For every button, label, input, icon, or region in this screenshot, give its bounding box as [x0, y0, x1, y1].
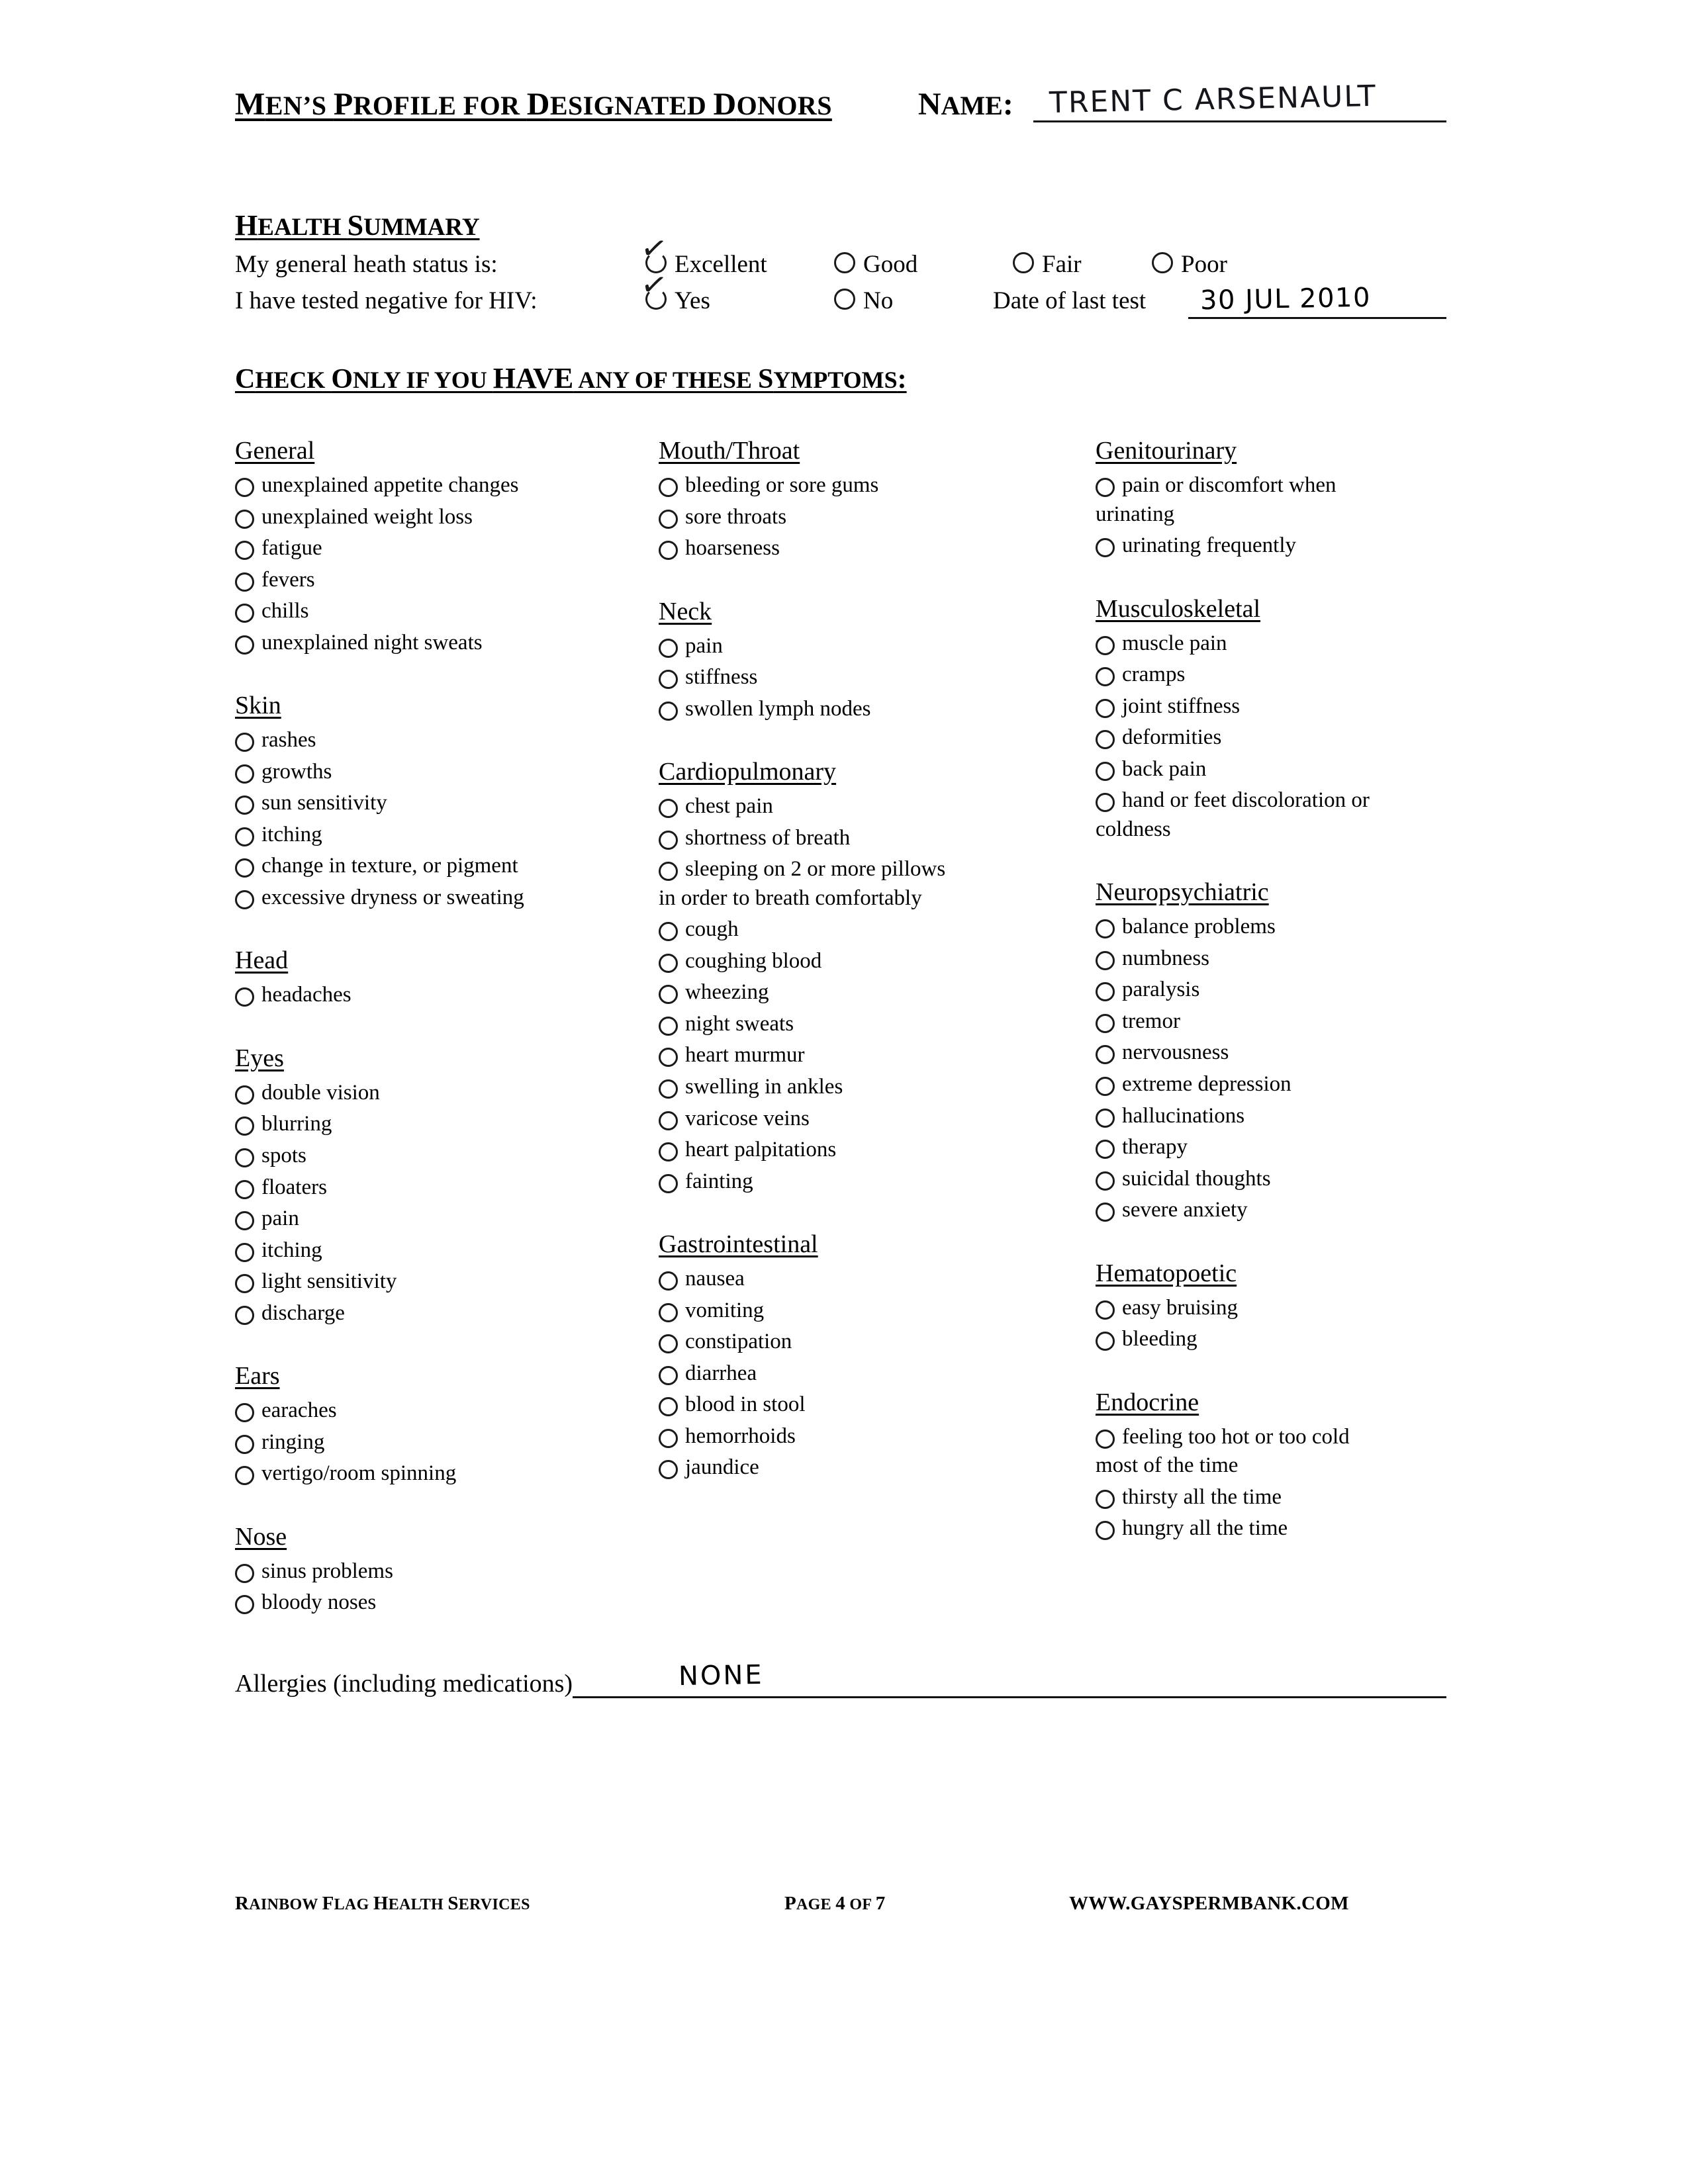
- checkbox-bubble-icon[interactable]: [235, 1211, 254, 1230]
- category-hematopoetic: Hematopoetic: [1096, 1259, 1237, 1287]
- symptom-item[interactable]: [235, 471, 659, 501]
- symptom-item[interactable]: [659, 915, 1096, 945]
- symptom-label: deformities: [1122, 725, 1222, 750]
- category-head: Head: [235, 946, 289, 975]
- symptom-item[interactable]: [235, 788, 659, 819]
- checkbox-bubble-icon[interactable]: [1096, 1045, 1115, 1064]
- checkbox-bubble-icon[interactable]: [1096, 762, 1115, 781]
- symptom-item[interactable]: [659, 946, 1096, 977]
- checkbox-bubble-icon[interactable]: [659, 1271, 678, 1291]
- checkbox-bubble-icon[interactable]: [1096, 1430, 1115, 1449]
- symptom-item[interactable]: [659, 1104, 1096, 1134]
- hiv-test-label: I have tested negative for HIV:: [235, 287, 538, 314]
- footer-website: WWW.GAYSPERMBANK.COM: [1069, 1893, 1349, 1914]
- symptom-label: suicidal thoughts: [1122, 1166, 1271, 1191]
- category-cardiopulmonary: Cardiopulmonary: [659, 758, 837, 786]
- symptom-label: hand or feet discoloration or: [1122, 788, 1370, 813]
- category-endocrine: Endocrine: [1096, 1388, 1199, 1416]
- symptom-label: vertigo/room spinning: [261, 1461, 457, 1486]
- symptom-label: nervousness: [1122, 1040, 1229, 1065]
- checkbox-bubble-icon[interactable]: [235, 1435, 254, 1454]
- symptom-label: numbness: [1122, 946, 1209, 970]
- symptom-item[interactable]: [1096, 944, 1446, 974]
- symptom-label: heart palpitations: [685, 1138, 837, 1162]
- symptom-label: swelling in ankles: [685, 1074, 843, 1099]
- symptom-item[interactable]: [659, 662, 1096, 693]
- symptom-item[interactable]: [1096, 1293, 1446, 1324]
- radio-bubble-icon[interactable]: [645, 289, 667, 310]
- option-fair-label: Fair: [1042, 251, 1082, 278]
- symptom-item[interactable]: [235, 1396, 659, 1426]
- symptom-item[interactable]: [235, 1557, 659, 1587]
- symptom-item[interactable]: [1096, 660, 1446, 690]
- symptom-label: itching: [261, 1238, 322, 1262]
- last-test-date-field[interactable]: [1188, 282, 1446, 319]
- checkbox-bubble-icon[interactable]: [659, 831, 678, 850]
- category-general: General: [235, 437, 315, 465]
- last-test-date-handwritten-value: 30 JUL 2010: [1199, 282, 1372, 316]
- category-ears: Ears: [235, 1362, 280, 1390]
- symptom-item[interactable]: [659, 1390, 1096, 1420]
- symptom-instruction: CHECK ONLY IF YOU HAVE ANY OF THESE SYMPTOMS:: [235, 362, 907, 394]
- general-health-row: [235, 228, 1446, 279]
- symptom-label: change in texture, or pigment: [261, 854, 518, 878]
- checkbox-bubble-icon[interactable]: [659, 639, 678, 658]
- symptom-label: rashes: [261, 728, 316, 752]
- category-skin: Skin: [235, 692, 281, 720]
- checkmark-icon: ✓: [638, 265, 671, 304]
- option-excellent[interactable]: [638, 228, 767, 279]
- checkbox-bubble-icon[interactable]: [659, 510, 678, 529]
- symptom-label: hungry all the time: [1122, 1516, 1288, 1541]
- checkbox-bubble-icon[interactable]: [1096, 1332, 1115, 1351]
- checkbox-bubble-icon[interactable]: [1096, 478, 1115, 497]
- option-excellent-label: Excellent: [675, 251, 767, 278]
- checkbox-bubble-icon[interactable]: [1096, 699, 1115, 718]
- checkbox-bubble-icon[interactable]: [235, 764, 254, 784]
- general-health-label: My general heath status is:: [235, 251, 498, 278]
- symptom-item[interactable]: [1096, 1422, 1446, 1453]
- checkbox-bubble-icon[interactable]: [659, 1366, 678, 1385]
- checkbox-bubble-icon[interactable]: [235, 1466, 254, 1485]
- symptom-column-3: [1096, 436, 1446, 1545]
- symptom-label: growths: [261, 759, 332, 784]
- radio-bubble-icon[interactable]: [834, 289, 855, 310]
- option-yes-label: Yes: [675, 287, 710, 314]
- symptom-item[interactable]: [659, 502, 1096, 533]
- category-neuropsychiatric: Neuropsychiatric: [1096, 878, 1269, 907]
- symptom-item[interactable]: [235, 980, 659, 1011]
- symptom-item[interactable]: [659, 978, 1096, 1008]
- checkbox-bubble-icon[interactable]: [1096, 636, 1115, 655]
- checkbox-bubble-icon[interactable]: [1096, 730, 1115, 749]
- option-yes[interactable]: [638, 265, 710, 315]
- checkbox-bubble-icon[interactable]: [659, 862, 678, 881]
- symptom-item[interactable]: [1096, 1482, 1446, 1513]
- symptom-item[interactable]: [1096, 692, 1446, 722]
- checkbox-bubble-icon[interactable]: [1096, 667, 1115, 686]
- symptom-item[interactable]: [235, 820, 659, 850]
- hiv-test-row: [235, 265, 1446, 316]
- form-header: [235, 63, 1446, 122]
- symptom-label: coughing blood: [685, 948, 822, 973]
- symptom-label: nausea: [685, 1267, 745, 1291]
- checkbox-bubble-icon[interactable]: [235, 604, 254, 623]
- symptom-label: extreme depression: [1122, 1071, 1291, 1096]
- symptom-label: blood in stool: [685, 1392, 806, 1417]
- symptom-label: stiffness: [685, 665, 758, 690]
- category-musculoskeletal: Musculoskeletal: [1096, 594, 1261, 623]
- symptom-label: swollen lymph nodes: [685, 696, 871, 721]
- symptom-item[interactable]: [235, 1588, 659, 1618]
- symptom-item[interactable]: [659, 1296, 1096, 1326]
- symptom-item[interactable]: [1096, 754, 1446, 785]
- symptom-column-2: [659, 436, 1096, 1484]
- category-neck: Neck: [659, 597, 712, 625]
- symptom-item[interactable]: [235, 1298, 659, 1329]
- symptom-item[interactable]: [659, 1422, 1096, 1452]
- symptom-label: unexplained weight loss: [261, 504, 473, 529]
- symptom-label: cough: [685, 917, 739, 942]
- symptom-label: bleeding: [1122, 1327, 1197, 1351]
- symptom-label: heart murmur: [685, 1043, 805, 1068]
- checkbox-bubble-icon[interactable]: [659, 954, 678, 973]
- symptom-label: hallucinations: [1122, 1103, 1245, 1128]
- checkbox-bubble-icon[interactable]: [1096, 1140, 1115, 1159]
- symptom-column-1: [235, 436, 659, 1619]
- checkbox-bubble-icon[interactable]: [659, 541, 678, 560]
- symptom-label: thirsty all the time: [1122, 1484, 1282, 1509]
- option-no-label: No: [863, 287, 894, 314]
- checkbox-bubble-icon[interactable]: [1096, 793, 1115, 812]
- symptom-label: paralysis: [1122, 978, 1200, 1002]
- symptom-item[interactable]: [1096, 1195, 1446, 1226]
- radio-bubble-icon[interactable]: [1152, 252, 1173, 273]
- symptom-item[interactable]: [1096, 786, 1446, 816]
- option-fair[interactable]: [1013, 250, 1082, 279]
- symptom-item[interactable]: [659, 1453, 1096, 1483]
- checkbox-bubble-icon[interactable]: [659, 1017, 678, 1036]
- checkbox-bubble-icon[interactable]: [1096, 982, 1115, 1001]
- category-gastrointestinal: Gastrointestinal: [659, 1230, 818, 1259]
- symptom-label: back pain: [1122, 756, 1207, 781]
- symptom-label: vomiting: [685, 1298, 765, 1322]
- symptom-item[interactable]: [235, 596, 659, 627]
- category-genitourinary: Genitourinary: [1096, 437, 1237, 465]
- symptom-label: sleeping on 2 or more pillows: [685, 857, 946, 882]
- checkbox-bubble-icon[interactable]: [235, 890, 254, 909]
- symptom-item[interactable]: [235, 628, 659, 659]
- name-handwritten-value: TRENT C ARSENAULT: [1049, 79, 1378, 120]
- checkmark-icon: ✓: [638, 228, 671, 268]
- checkbox-bubble-icon[interactable]: [235, 827, 254, 846]
- allergies-field[interactable]: [573, 1659, 1446, 1698]
- symptom-label: blurring: [261, 1112, 332, 1136]
- symptom-item[interactable]: [1096, 629, 1446, 659]
- symptom-item[interactable]: [659, 1167, 1096, 1197]
- allergies-row: [235, 1659, 1446, 1698]
- radio-bubble-icon[interactable]: [1013, 252, 1034, 273]
- symptom-item[interactable]: [659, 1009, 1096, 1040]
- checkbox-bubble-icon[interactable]: [1096, 1521, 1115, 1540]
- category-eyes: Eyes: [235, 1044, 284, 1072]
- checkbox-bubble-icon[interactable]: [1096, 951, 1115, 970]
- symptom-label: bloody noses: [261, 1590, 377, 1615]
- symptom-item[interactable]: [659, 1327, 1096, 1357]
- symptom-label: shortness of breath: [685, 825, 851, 850]
- symptom-item[interactable]: [235, 565, 659, 596]
- form-sheet: [235, 63, 1446, 1698]
- checkbox-bubble-icon[interactable]: [1096, 1077, 1115, 1096]
- symptom-label: light sensitivity: [261, 1269, 397, 1294]
- checkbox-bubble-icon[interactable]: [235, 1306, 254, 1325]
- symptom-label: sinus problems: [261, 1559, 393, 1583]
- symptom-continuation: most of the time: [1096, 1453, 1239, 1478]
- checkbox-bubble-icon[interactable]: [235, 1243, 254, 1262]
- symptom-item[interactable]: [1096, 1324, 1446, 1355]
- checkbox-bubble-icon[interactable]: [235, 541, 254, 560]
- symptom-item[interactable]: [235, 533, 659, 564]
- symptom-item[interactable]: [659, 1135, 1096, 1165]
- checkbox-bubble-icon[interactable]: [659, 670, 678, 689]
- option-good-label: Good: [863, 251, 918, 278]
- symptom-label: chest pain: [685, 794, 773, 819]
- symptom-label: double vision: [261, 1080, 380, 1105]
- symptom-label: unexplained night sweats: [261, 630, 483, 655]
- symptom-label: earaches: [261, 1398, 337, 1423]
- checkbox-bubble-icon[interactable]: [659, 1303, 678, 1322]
- checkbox-bubble-icon[interactable]: [235, 1148, 254, 1167]
- health-summary-heading: HEALTH SUMMARY: [235, 209, 480, 242]
- footer-page-number: PAGE 4 OF 7: [784, 1893, 886, 1914]
- symptom-item[interactable]: [235, 1459, 659, 1489]
- symptom-item[interactable]: [1096, 531, 1446, 561]
- symptom-item[interactable]: [1096, 912, 1446, 942]
- radio-bubble-icon[interactable]: [834, 252, 855, 273]
- symptom-label: headaches: [261, 983, 352, 1007]
- symptom-label: itching: [261, 822, 322, 846]
- symptom-item[interactable]: [1096, 723, 1446, 753]
- symptom-item[interactable]: [235, 1078, 659, 1109]
- symptom-label: tremor: [1122, 1009, 1180, 1033]
- option-good[interactable]: [834, 250, 917, 279]
- checkbox-bubble-icon[interactable]: [1096, 1171, 1115, 1191]
- name-label: NAME:: [917, 87, 1013, 122]
- symptom-label: wheezing: [685, 980, 769, 1005]
- symptom-continuation: in order to breath comfortably: [659, 886, 922, 910]
- checkbox-bubble-icon[interactable]: [235, 478, 254, 497]
- symptom-label: pain: [685, 633, 723, 658]
- symptom-item[interactable]: [659, 1072, 1096, 1103]
- allergies-label: Allergies (including medications): [235, 1669, 573, 1698]
- checkbox-bubble-icon[interactable]: [659, 985, 678, 1004]
- symptom-item[interactable]: [659, 792, 1096, 822]
- symptom-label: sun sensitivity: [261, 791, 387, 815]
- checkbox-bubble-icon[interactable]: [659, 702, 678, 721]
- checkbox-bubble-icon[interactable]: [659, 1142, 678, 1161]
- checkbox-bubble-icon[interactable]: [235, 1274, 254, 1293]
- checkbox-bubble-icon[interactable]: [235, 733, 254, 752]
- symptom-item[interactable]: [235, 1173, 659, 1203]
- symptom-item[interactable]: [235, 1141, 659, 1171]
- checkbox-bubble-icon[interactable]: [235, 987, 254, 1007]
- symptom-label: discharge: [261, 1300, 345, 1325]
- symptom-label: fevers: [261, 567, 315, 592]
- symptom-item[interactable]: [235, 1428, 659, 1458]
- symptom-item[interactable]: [235, 757, 659, 788]
- checkbox-bubble-icon[interactable]: [1096, 1300, 1115, 1320]
- symptom-label: muscle pain: [1122, 631, 1227, 655]
- checkbox-bubble-icon[interactable]: [235, 796, 254, 815]
- symptom-label: ringing: [261, 1430, 325, 1454]
- checkbox-bubble-icon[interactable]: [1096, 538, 1115, 557]
- checkbox-bubble-icon[interactable]: [659, 1079, 678, 1099]
- symptom-item[interactable]: [1096, 975, 1446, 1005]
- symptom-item[interactable]: [659, 631, 1096, 662]
- symptom-item[interactable]: [235, 725, 659, 756]
- symptom-columns: [235, 436, 1446, 1619]
- symptom-label: hoarseness: [685, 536, 780, 561]
- symptom-label: night sweats: [685, 1011, 794, 1036]
- checkbox-bubble-icon[interactable]: [659, 1397, 678, 1416]
- checkbox-bubble-icon[interactable]: [1096, 1014, 1115, 1033]
- symptom-label: unexplained appetite changes: [261, 473, 519, 497]
- checkbox-bubble-icon[interactable]: [659, 1460, 678, 1479]
- checkbox-bubble-icon[interactable]: [235, 1403, 254, 1422]
- symptom-item[interactable]: [235, 851, 659, 882]
- checkbox-bubble-icon[interactable]: [235, 1085, 254, 1105]
- category-nose: Nose: [235, 1522, 287, 1551]
- checkbox-bubble-icon[interactable]: [659, 1048, 678, 1067]
- symptom-label: fatigue: [261, 536, 322, 561]
- symptom-item[interactable]: [1096, 1101, 1446, 1132]
- symptom-label: excessive dryness or sweating: [261, 885, 524, 909]
- option-poor[interactable]: [1152, 250, 1227, 279]
- symptom-label: constipation: [685, 1330, 792, 1354]
- symptom-item[interactable]: [1096, 471, 1446, 501]
- symptom-label: pain: [261, 1206, 299, 1231]
- checkbox-bubble-icon[interactable]: [1096, 919, 1115, 938]
- footer-organization: RAINBOW FLAG HEALTH SERVICES: [235, 1893, 530, 1914]
- symptom-item[interactable]: [659, 1040, 1096, 1071]
- checkbox-bubble-icon[interactable]: [235, 572, 254, 592]
- checkbox-bubble-icon[interactable]: [235, 510, 254, 529]
- checkbox-bubble-icon[interactable]: [659, 1429, 678, 1448]
- checkbox-bubble-icon[interactable]: [659, 478, 678, 497]
- category-mouth-throat: Mouth/Throat: [659, 437, 800, 465]
- symptom-label: varicose veins: [685, 1106, 810, 1130]
- symptom-label: joint stiffness: [1122, 694, 1241, 718]
- last-test-date-label: Date of last test: [993, 287, 1147, 314]
- symptom-label: spots: [261, 1143, 306, 1167]
- symptom-item[interactable]: [235, 1204, 659, 1234]
- symptom-item[interactable]: [659, 1264, 1096, 1295]
- symptom-item[interactable]: [235, 1236, 659, 1266]
- symptom-item[interactable]: [659, 471, 1096, 501]
- symptom-label: balance problems: [1122, 915, 1276, 939]
- checkbox-bubble-icon[interactable]: [659, 922, 678, 941]
- symptom-item[interactable]: [1096, 1069, 1446, 1100]
- symptom-label: easy bruising: [1122, 1295, 1239, 1320]
- checkbox-bubble-icon[interactable]: [1096, 1490, 1115, 1509]
- symptom-item[interactable]: [1096, 1007, 1446, 1037]
- symptom-label: jaundice: [685, 1455, 759, 1480]
- symptom-item[interactable]: [1096, 1514, 1446, 1544]
- checkbox-bubble-icon[interactable]: [235, 1180, 254, 1199]
- symptom-item[interactable]: [1096, 1132, 1446, 1163]
- symptom-item[interactable]: [235, 883, 659, 913]
- checkbox-bubble-icon[interactable]: [659, 1174, 678, 1193]
- checkbox-bubble-icon[interactable]: [235, 858, 254, 878]
- checkbox-bubble-icon[interactable]: [659, 1111, 678, 1130]
- symptom-item[interactable]: [235, 1267, 659, 1297]
- checkbox-bubble-icon[interactable]: [1096, 1203, 1115, 1222]
- symptom-item[interactable]: [235, 1109, 659, 1140]
- symptom-label: urinating frequently: [1122, 533, 1297, 558]
- symptom-item[interactable]: [1096, 1164, 1446, 1195]
- checkbox-bubble-icon[interactable]: [659, 1334, 678, 1353]
- symptom-item[interactable]: [659, 533, 1096, 564]
- option-poor-label: Poor: [1181, 251, 1227, 278]
- symptom-label: floaters: [261, 1175, 327, 1199]
- option-no[interactable]: [834, 287, 893, 315]
- symptom-continuation: urinating: [1096, 502, 1175, 526]
- symptom-label: fainting: [685, 1169, 753, 1193]
- checkbox-bubble-icon[interactable]: [235, 1564, 254, 1583]
- symptom-label: bleeding or sore gums: [685, 473, 879, 497]
- checkbox-bubble-icon[interactable]: [235, 1595, 254, 1614]
- checkbox-bubble-icon[interactable]: [235, 1116, 254, 1136]
- symptom-item[interactable]: [1096, 1038, 1446, 1068]
- symptom-item[interactable]: [659, 854, 1096, 885]
- page-footer: [235, 1893, 1446, 1915]
- checkbox-bubble-icon[interactable]: [659, 799, 678, 818]
- allergies-handwritten-value: NONE: [678, 1659, 765, 1692]
- checkbox-bubble-icon[interactable]: [1096, 1109, 1115, 1128]
- checkbox-bubble-icon[interactable]: [235, 635, 254, 655]
- symptom-label: sore throats: [685, 504, 787, 529]
- symptom-label: cramps: [1122, 662, 1186, 687]
- symptom-item[interactable]: [659, 694, 1096, 725]
- symptom-label: pain or discomfort when: [1122, 473, 1336, 497]
- symptom-continuation: coldness: [1096, 817, 1171, 841]
- symptom-label: severe anxiety: [1122, 1198, 1248, 1222]
- symptom-item[interactable]: [235, 502, 659, 533]
- symptom-label: feeling too hot or too cold: [1122, 1424, 1350, 1449]
- radio-bubble-icon[interactable]: [645, 252, 667, 273]
- symptom-item[interactable]: [659, 1359, 1096, 1389]
- symptom-label: hemorrhoids: [685, 1424, 796, 1448]
- symptom-label: diarrhea: [685, 1361, 757, 1385]
- page-title: MEN’S PROFILE FOR DESIGNATED DONORS: [235, 87, 832, 122]
- symptom-item[interactable]: [659, 823, 1096, 854]
- symptom-label: chills: [261, 599, 309, 623]
- name-field[interactable]: [1033, 77, 1446, 122]
- symptom-label: therapy: [1122, 1135, 1188, 1160]
